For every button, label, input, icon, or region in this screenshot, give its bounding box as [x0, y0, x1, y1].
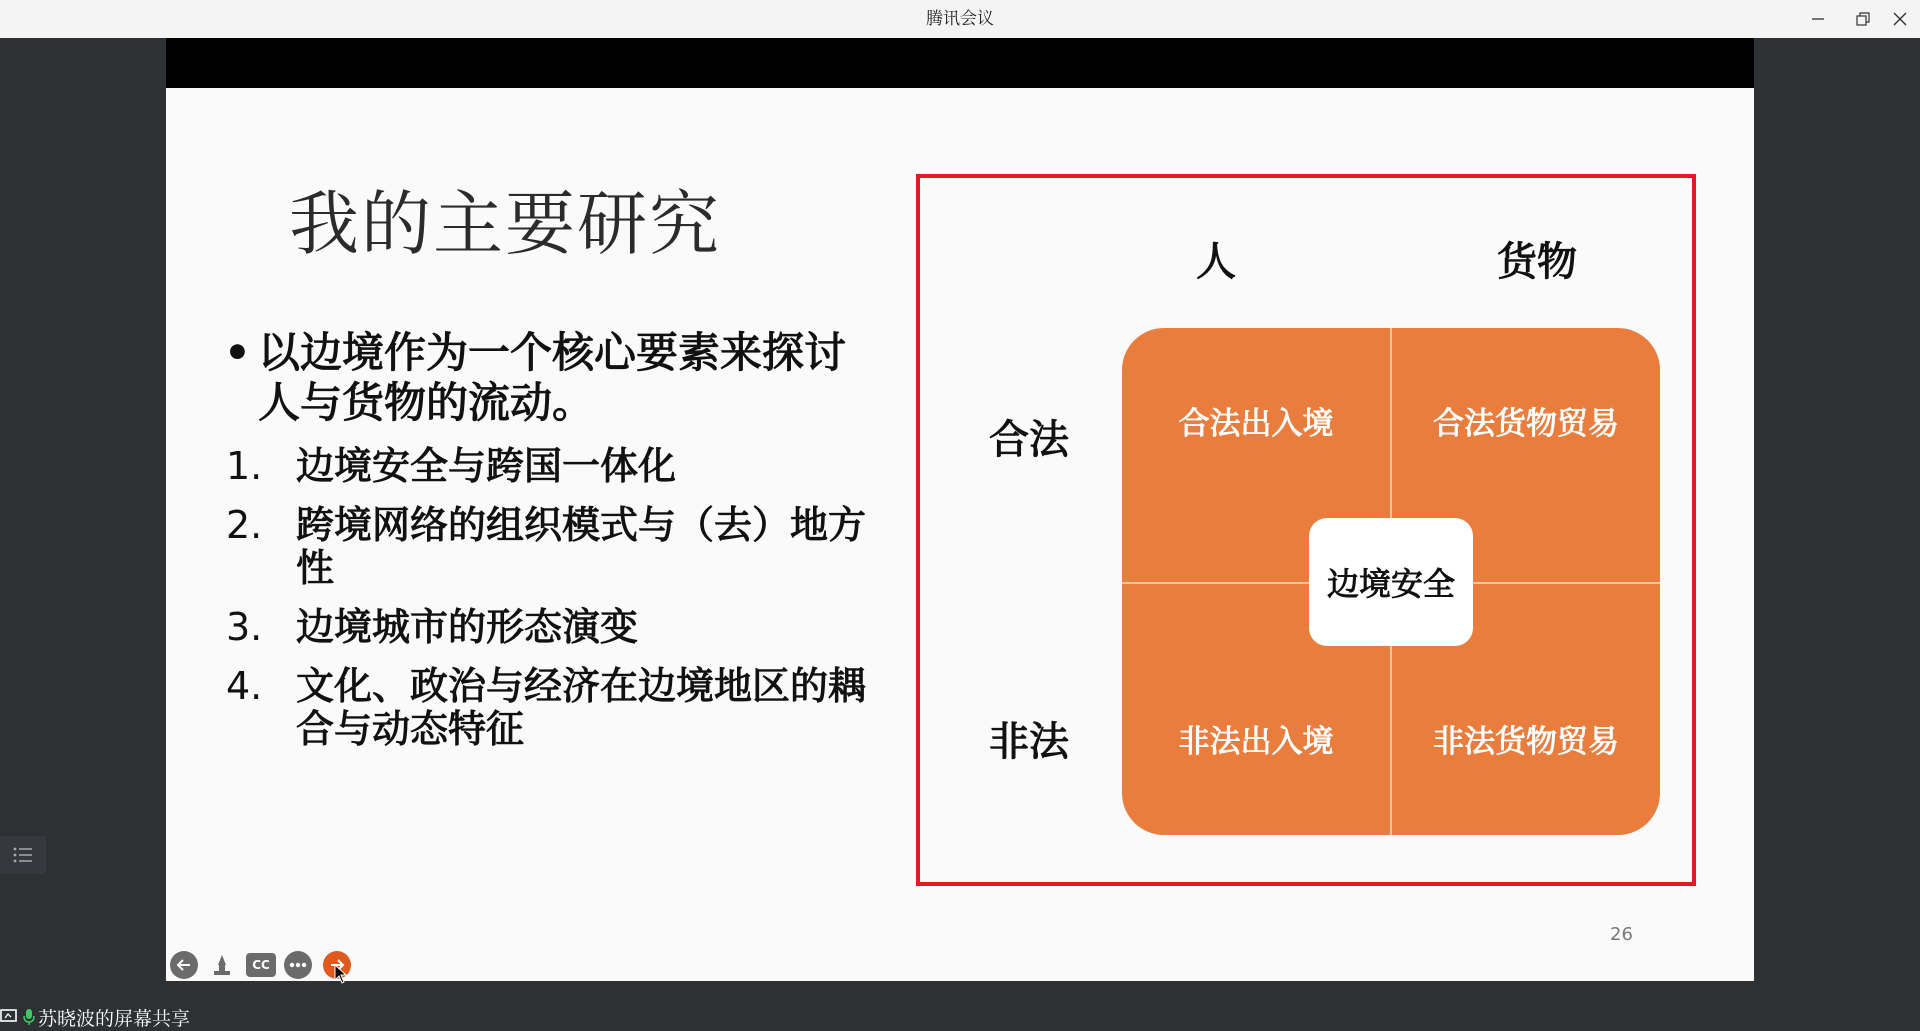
cell-illegal-trade: 非法货物贸易	[1433, 724, 1619, 760]
list-number: 1.	[226, 444, 263, 488]
restore-icon[interactable]	[1845, 0, 1881, 38]
mouse-cursor-icon	[334, 964, 348, 988]
column-header-people: 人	[1196, 239, 1236, 285]
screen-share-icon	[0, 1008, 20, 1026]
list-number: 2.	[226, 503, 263, 547]
list-item	[226, 504, 866, 590]
border-matrix	[1122, 328, 1660, 835]
list-item	[226, 606, 866, 649]
close-icon[interactable]	[1882, 0, 1918, 38]
presentation-slide	[166, 88, 1754, 981]
window-titlebar	[0, 0, 1920, 39]
numbered-list	[226, 445, 866, 767]
list-item	[226, 445, 866, 488]
list-text: 跨境网络的组织模式与（去）地方性	[296, 503, 867, 590]
microphone-icon	[22, 1008, 36, 1026]
list-menu-icon[interactable]	[0, 836, 46, 874]
bullet-dot: •	[224, 328, 251, 377]
list-text: 文化、政治与经济在边境地区的耦合与动态特征	[296, 664, 867, 751]
list-item	[226, 665, 866, 751]
slide-title: 我的主要研究	[289, 183, 721, 265]
page-number: 26	[1610, 924, 1633, 945]
list-number: 3.	[226, 605, 263, 649]
column-header-goods: 货物	[1497, 239, 1577, 285]
screen-share-presenter: 苏晓波的屏幕共享	[38, 1007, 191, 1030]
cell-legal-entry: 合法出入境	[1178, 406, 1334, 442]
cell-illegal-entry: 非法出入境	[1178, 724, 1334, 760]
center-border-security: 边境安全	[1309, 518, 1473, 646]
arrow-left-icon[interactable]	[170, 951, 198, 979]
pointer-icon[interactable]	[208, 951, 236, 979]
list-number: 4.	[226, 664, 263, 708]
minimize-icon[interactable]	[1800, 0, 1836, 38]
more-icon[interactable]	[284, 951, 312, 979]
bullet-point	[226, 328, 846, 428]
window-title: 腾讯会议	[926, 9, 994, 29]
row-header-illegal: 非法	[989, 719, 1069, 765]
cell-legal-trade: 合法货物贸易	[1433, 406, 1619, 442]
bullet-text: 以边境作为一个核心要素来探讨人与货物的流动。	[258, 328, 847, 427]
list-text: 边境城市的形态演变	[296, 605, 639, 649]
list-text: 边境安全与跨国一体化	[296, 444, 677, 488]
row-header-legal: 合法	[989, 417, 1069, 463]
cc-icon[interactable]: CC	[246, 953, 276, 977]
screen-share-label	[0, 1004, 190, 1030]
